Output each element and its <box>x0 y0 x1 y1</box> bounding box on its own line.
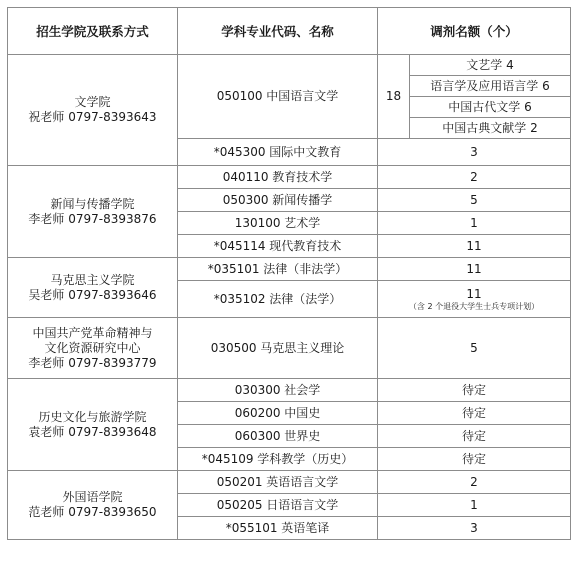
quota-cell: 待定 <box>378 448 571 471</box>
major-cell: *045300 国际中文教育 <box>178 139 378 166</box>
table-row <box>8 258 571 281</box>
quota-cell: 3 <box>378 517 571 540</box>
major-cell: 050300 新闻传播学 <box>178 189 378 212</box>
quota-cell: 3 <box>378 139 571 166</box>
college-cell <box>8 166 178 258</box>
table-row <box>8 55 571 76</box>
college-contact: 李老师 0797-8393876 <box>28 211 157 226</box>
quota-cell: 待定 <box>378 379 571 402</box>
quota-cell: 5 <box>378 189 571 212</box>
major-cell: 040110 教育技术学 <box>178 166 378 189</box>
adjustment-quota-table-wrapper <box>7 7 571 540</box>
sub-quota-cell: 文艺学 4 <box>410 55 571 76</box>
college-cell <box>8 471 178 540</box>
major-cell: 050100 中国语言文学 <box>178 55 378 139</box>
quota-cell: 5 <box>378 318 571 379</box>
adjustment-quota-table <box>7 7 571 540</box>
college-contact: 袁老师 0797-8393648 <box>28 424 157 439</box>
college-name: 马克思主义学院 <box>50 272 135 287</box>
major-cell: 050205 日语语言文学 <box>178 494 378 517</box>
college-cell <box>8 55 178 166</box>
table-row <box>8 379 571 402</box>
college-name-line: 中国共产党革命精神与 <box>32 325 153 340</box>
major-cell: 130100 艺术学 <box>178 212 378 235</box>
quota-cell: 2 <box>378 166 571 189</box>
quota-cell: 11 <box>378 235 571 258</box>
college-contact: 祝老师 0797-8393643 <box>28 110 157 124</box>
major-cell: *045114 现代教育技术 <box>178 235 378 258</box>
major-cell: *045109 学科教学（历史） <box>178 448 378 471</box>
major-cell: *035102 法律（法学） <box>178 281 378 318</box>
quota-cell: 2 <box>378 471 571 494</box>
college-name: 文学院 <box>74 95 111 109</box>
header-quota: 调剂名额（个） <box>378 8 571 55</box>
header-major: 学科专业代码、名称 <box>178 8 378 55</box>
table-row <box>8 471 571 494</box>
sub-quota-cell: 中国古典文献学 2 <box>410 118 571 139</box>
sub-quota-cell: 语言学及应用语言学 6 <box>410 76 571 97</box>
college-contact: 吴老师 0797-8393646 <box>28 287 157 302</box>
quota-cell: 待定 <box>378 425 571 448</box>
major-cell: 050201 英语语言文学 <box>178 471 378 494</box>
college-name: 历史文化与旅游学院 <box>38 409 147 424</box>
college-name-line: 文化资源研究中心 <box>44 340 141 355</box>
table-row <box>8 318 571 379</box>
college-name: 新闻与传播学院 <box>50 196 135 211</box>
header-row <box>8 8 571 55</box>
quota-value: 11 <box>466 286 482 301</box>
table-row <box>8 166 571 189</box>
header-college: 招生学院及联系方式 <box>8 8 178 55</box>
quota-cell: 待定 <box>378 402 571 425</box>
college-contact: 李老师 0797-8393779 <box>28 355 157 370</box>
major-cell: *035101 法律（非法学） <box>178 258 378 281</box>
college-cell <box>8 318 178 379</box>
quota-cell: 1 <box>378 494 571 517</box>
college-cell <box>8 258 178 318</box>
quota-cell: 1 <box>378 212 571 235</box>
college-name: 外国语学院 <box>62 490 123 504</box>
major-cell: *055101 英语笔译 <box>178 517 378 540</box>
sub-quota-cell: 中国古代文学 6 <box>410 97 571 118</box>
college-contact: 范老师 0797-8393650 <box>28 505 157 519</box>
quota-note: （含 2 个退役大学生士兵专项计划） <box>408 301 540 311</box>
quota-cell: 11 <box>378 258 571 281</box>
quota-cell <box>378 281 571 318</box>
major-cell: 030300 社会学 <box>178 379 378 402</box>
major-cell: 030500 马克思主义理论 <box>178 318 378 379</box>
major-cell: 060300 世界史 <box>178 425 378 448</box>
quota-cell: 18 <box>378 55 410 139</box>
college-cell <box>8 379 178 471</box>
major-cell: 060200 中国史 <box>178 402 378 425</box>
